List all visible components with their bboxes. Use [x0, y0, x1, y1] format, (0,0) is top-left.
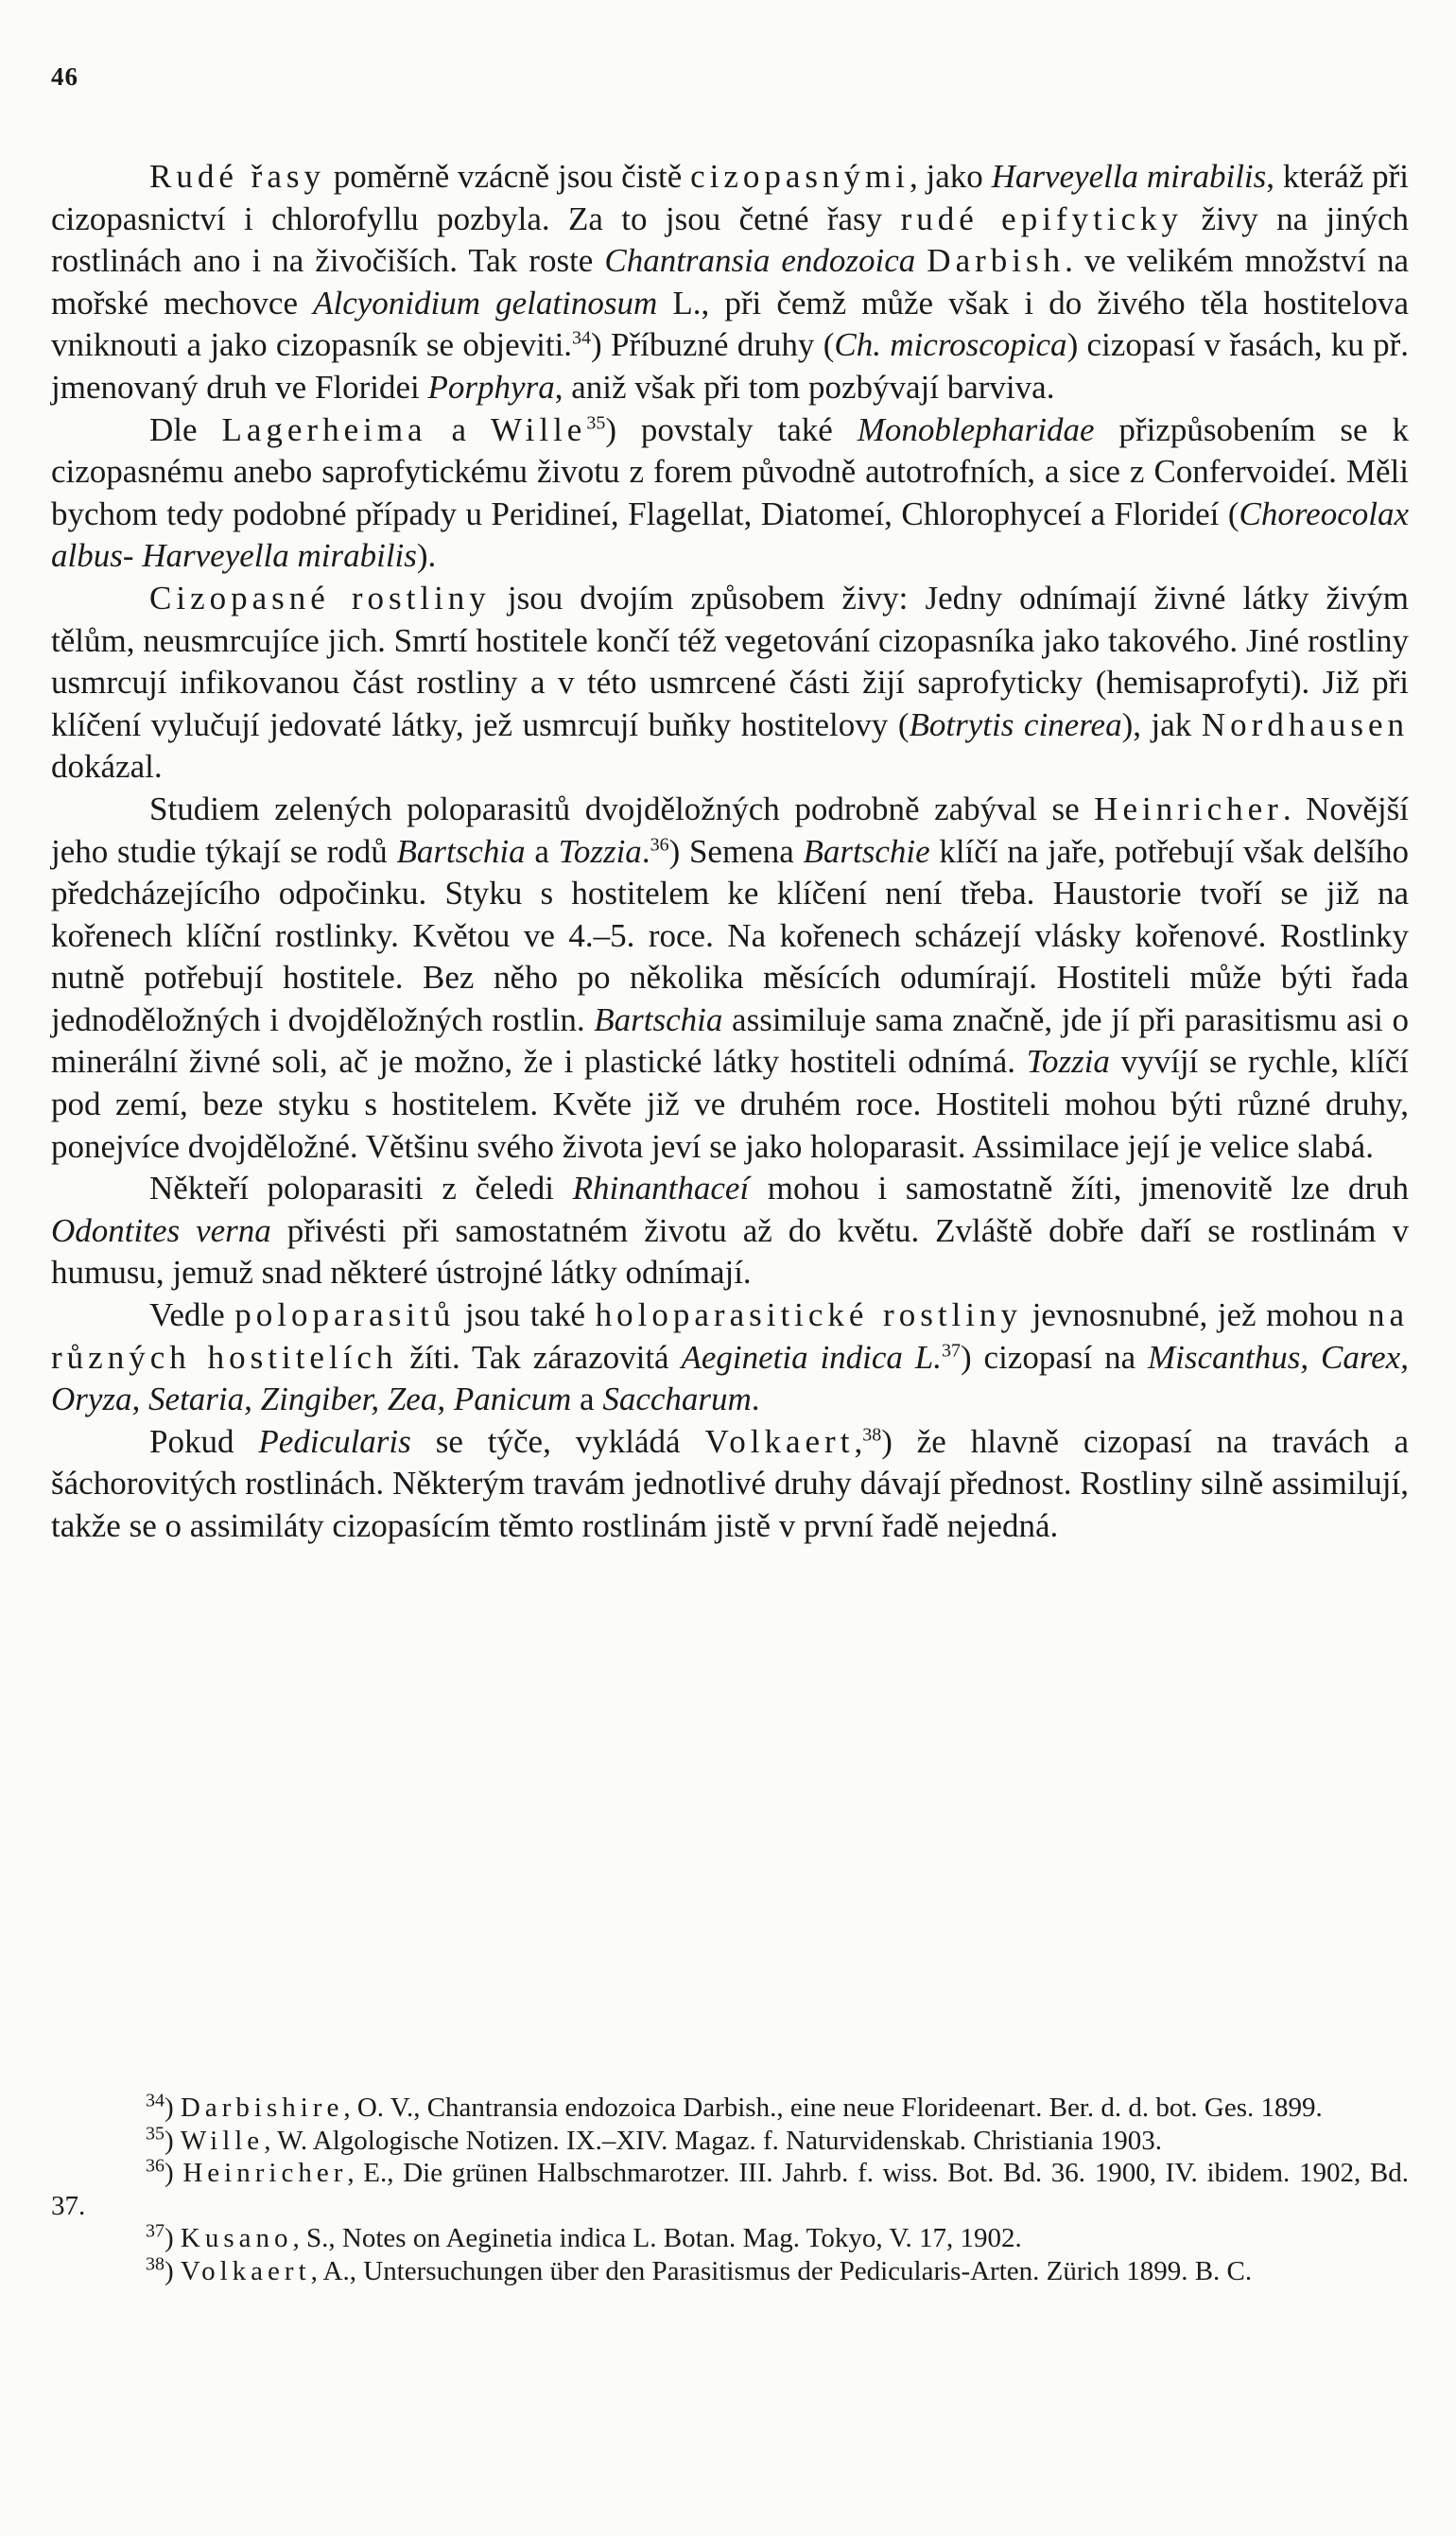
footnote [51, 2222, 1409, 2255]
footnote-ref: 38 [146, 2252, 165, 2274]
spaced-emphasis: Heinricher [1094, 790, 1283, 827]
footnote-ref: 38 [862, 1424, 882, 1446]
italic-term: Tozzia [558, 832, 642, 870]
italic-term: Chantransia endozoica [604, 242, 916, 280]
text-run: jsou dvojím způsobem živy: Jedny odnímají živné látky živým tělům, neusmrcujíce jich. Smrtí hostitele končí též vegetování cizopasníka jako takového. Jiné rostliny usmrcují infikovanou část rostliny a v této usmrcené části žijí saprofyticky (hemisaprofyti). Již při klíčení vylučují jedovaté látky, jež usmrcují buňky hostitelovy ( [51, 579, 1409, 743]
footnote-ref: 36 [650, 833, 669, 855]
text-run: a [571, 1381, 603, 1418]
spaced-emphasis: Heinricher [182, 2158, 348, 2188]
text-run: ). [416, 537, 437, 575]
paragraph [51, 156, 1409, 409]
italic-term: Aeginetia indica L. [681, 1338, 943, 1376]
text-run: . Novější jeho studie týkají se rodů [51, 790, 1409, 870]
text-run [915, 242, 927, 279]
text-run: mohou i samostatně žíti, jmenovitě lze druh [749, 1170, 1410, 1207]
main-text [51, 156, 1409, 1548]
text-run: Pokud [149, 1422, 259, 1460]
text-run: jevnosnubné, jež mohou [1022, 1296, 1368, 1334]
text-run: assimiluje sama značně, jde jí při parasitismu asi o minerální živné soli, ač je možno, že i plastické látky hostiteli odnímá. [51, 1000, 1410, 1081]
text-run: a [525, 832, 559, 870]
italic-term: Rhinanthaceí [572, 1170, 750, 1207]
footnote [51, 2252, 1409, 2288]
paragraph [51, 1294, 1409, 1421]
text-run: Vedle [149, 1296, 235, 1334]
footnotes [51, 2092, 1409, 2287]
spaced-emphasis: Nordhausen [1201, 705, 1410, 743]
page-number: 46 [51, 62, 78, 91]
text-run: poměrně vzácně jsou čistě [325, 158, 691, 195]
italic-term: Alcyonidium gelatinosum [313, 284, 658, 321]
paragraph [51, 1421, 1409, 1548]
text-run: ) Příbuzné druhy ( [591, 326, 835, 364]
text-run: , aniž však při tom pozbývají barviva. [554, 368, 1055, 406]
text-run: ) [165, 2255, 181, 2286]
text-run: ) [165, 2158, 183, 2188]
paragraph [51, 409, 1409, 578]
italic-term: Bartschie [803, 832, 930, 870]
text-run: přizpůsobením se k cizopasnému anebo saprofytickému životu z forem původně autotrofních, a sice z Confervoideí. Měli bychom tedy podobné případy u Peridineí, Flagellat, Diatomeí, Chlorophyceí a Florideí ( [51, 410, 1409, 532]
italic-term: Botrytis cinerea [909, 705, 1122, 743]
text-run: , E., Die grünen Halbschmarotzer. III. Jahrb. f. wiss. Bot. Bd. 36. 1900, IV. ibidem. 1902, Bd. 37. [51, 2158, 1409, 2221]
spaced-emphasis: Volkaert [180, 2255, 311, 2286]
italic-term: Saccharum [602, 1381, 752, 1418]
text-run: ) [165, 2125, 181, 2156]
text-run: dokázal. [51, 748, 163, 786]
text-run: přivésti při samostatném životu až do květu. Zvláště dobře daří se rostlinám v humusu, jemuž snad některé ústrojné látky odnímají. [51, 1211, 1409, 1292]
text-run: ) [165, 2093, 181, 2123]
footnote-ref: 34 [572, 327, 592, 349]
text-run: , S., Notes on Aeginetia indica L. Botan. Mag. Tokyo, V. 17, 1902. [292, 2223, 1022, 2253]
text-run: ) Semena [668, 832, 804, 870]
footnote-ref: 37 [942, 1339, 962, 1361]
text-run: , A., Untersuchungen über den Parasitismus der Pedicularis-Arten. Zürich 1899. B. C. [310, 2255, 1253, 2286]
spaced-emphasis: na různých hostitelích [51, 1296, 1410, 1376]
text-run: , [854, 1422, 863, 1460]
spaced-emphasis: Lagerheima [221, 410, 427, 448]
italic-term: Miscanthus, Carex, Oryza, Setaria, Zingiber, Zea, Panicum [51, 1338, 1409, 1418]
spaced-emphasis: cizopasnými [690, 158, 910, 195]
italic-term: Bartschia [594, 1000, 723, 1038]
text-run: ) cizopasí v řasách, ku př. jmenovaný druh ve Floridei [51, 326, 1409, 406]
text-run: Studiem zelených poloparasitů dvojděložných podrobně zabýval se [149, 790, 1095, 827]
italic-term: Porphyra [427, 368, 555, 406]
footnote [51, 2157, 1409, 2222]
text-run: L., při čemž může však i do živého těla hostitelova vniknouti a jako cizopasník se objeviti. [51, 284, 1409, 364]
text-run: . [641, 832, 650, 870]
italic-term: Monoblepharidae [857, 410, 1095, 448]
spaced-emphasis: Cizopasné rostliny [149, 579, 491, 617]
text-run: žíti. Tak zárazovitá [397, 1338, 682, 1376]
text-run: živy na jiných rostlinách ano i na živočiších. Tak roste [51, 200, 1410, 280]
paragraph [51, 578, 1409, 789]
spaced-emphasis: rudé epifyticky [900, 200, 1184, 237]
text-run: , W. Algologische Notizen. IX.–XIV. Magaz. f. Naturvidenskab. Christiania 1903. [264, 2125, 1163, 2156]
text-run: se týče, vykládá [410, 1422, 705, 1460]
footnote-ref: 35 [586, 411, 606, 433]
text-run: ) [165, 2223, 181, 2253]
footnote-ref: 36 [146, 2155, 165, 2177]
spaced-emphasis: Darbish [927, 242, 1066, 280]
text-run: klíčí na jaře, potřebují však delšího předcházejícího odpočinku. Styku s hostitelem ke klíčení není třeba. Haustorie tvoří se již na kořenech klíční rostlinky. Květou ve 4.–5. roce. Na kořenech scházejí vlásky kořenové. Rostlinky nutně potřebují hostitele. Bez něho po několika měsících odumírají. Hostiteli může býti řada jednoděložných i dvojděložných rostlin. [51, 832, 1410, 1038]
text-run: a [426, 410, 491, 448]
text-run: vyvíjí se rychle, klíčí pod zemí, beze styku s hostitelem. Květe již ve druhém roce. Hostiteli mohou býti různé druhy, ponejvíce dvojděložné. Většinu svého života jeví se jako holoparasit. Assimilace její je velice slabá. [51, 1043, 1409, 1165]
italic-term: Harveyella mirabilis [991, 158, 1267, 195]
footnote [51, 2092, 1409, 2125]
paragraph [51, 789, 1409, 1168]
italic-term: Pedicularis [258, 1422, 411, 1460]
footnote [51, 2122, 1409, 2158]
text-run: , kteráž při cizopasnictví i chlorofyllu pozbyla. Za to jsou četné řasy [51, 158, 1409, 237]
footnote-ref: 37 [146, 2220, 165, 2242]
text-run: ) cizopasí na [961, 1338, 1148, 1376]
italic-term: Choreocolax albus- Harveyella mirabilis [51, 495, 1409, 575]
text-run: ), jak [1121, 705, 1202, 743]
text-run: . ve velikém množství na mořské mechovce [51, 242, 1409, 321]
italic-term: Odontites verna [51, 1211, 271, 1249]
spaced-emphasis: Kusano [180, 2223, 293, 2253]
text-run: . [751, 1381, 760, 1418]
spaced-emphasis: Wille [180, 2125, 265, 2156]
text-run: jsou také [455, 1296, 596, 1334]
text-run: ) že hlavně cizopasí na travách a šáchorovitých rostlinách. Některým travám jednotlivé druhy dávají přednost. Rostliny silně assimilují, takže se o assimiláty cizopasícím těmto rostlinám jistě v první řadě nejedná. [51, 1422, 1410, 1544]
text-run: , jako [909, 158, 992, 195]
text-run: Někteří poloparasiti z čeledi [149, 1170, 573, 1207]
spaced-emphasis: holoparasitické rostliny [595, 1296, 1022, 1334]
spaced-emphasis: Darbishire [180, 2093, 344, 2123]
italic-term: Ch. microscopica [834, 326, 1067, 364]
italic-term: Bartschia [396, 832, 526, 870]
spaced-emphasis: Rudé řasy [149, 158, 325, 195]
spaced-emphasis: Wille [491, 410, 587, 448]
footnote-ref: 34 [146, 2090, 165, 2111]
text-run: ) povstaly také [605, 410, 858, 448]
spaced-emphasis: Volkaert [704, 1422, 855, 1460]
footnote-ref: 35 [146, 2122, 165, 2144]
text-run: , O. V., Chantransia endozoica Darbish., eine neue Florideenart. Ber. d. d. bot. Ges. 1899. [343, 2093, 1323, 2123]
italic-term: Tozzia [1026, 1043, 1110, 1081]
text-run: Dle [149, 410, 222, 448]
spaced-emphasis: poloparasitů [234, 1296, 456, 1334]
paragraph [51, 1168, 1409, 1294]
